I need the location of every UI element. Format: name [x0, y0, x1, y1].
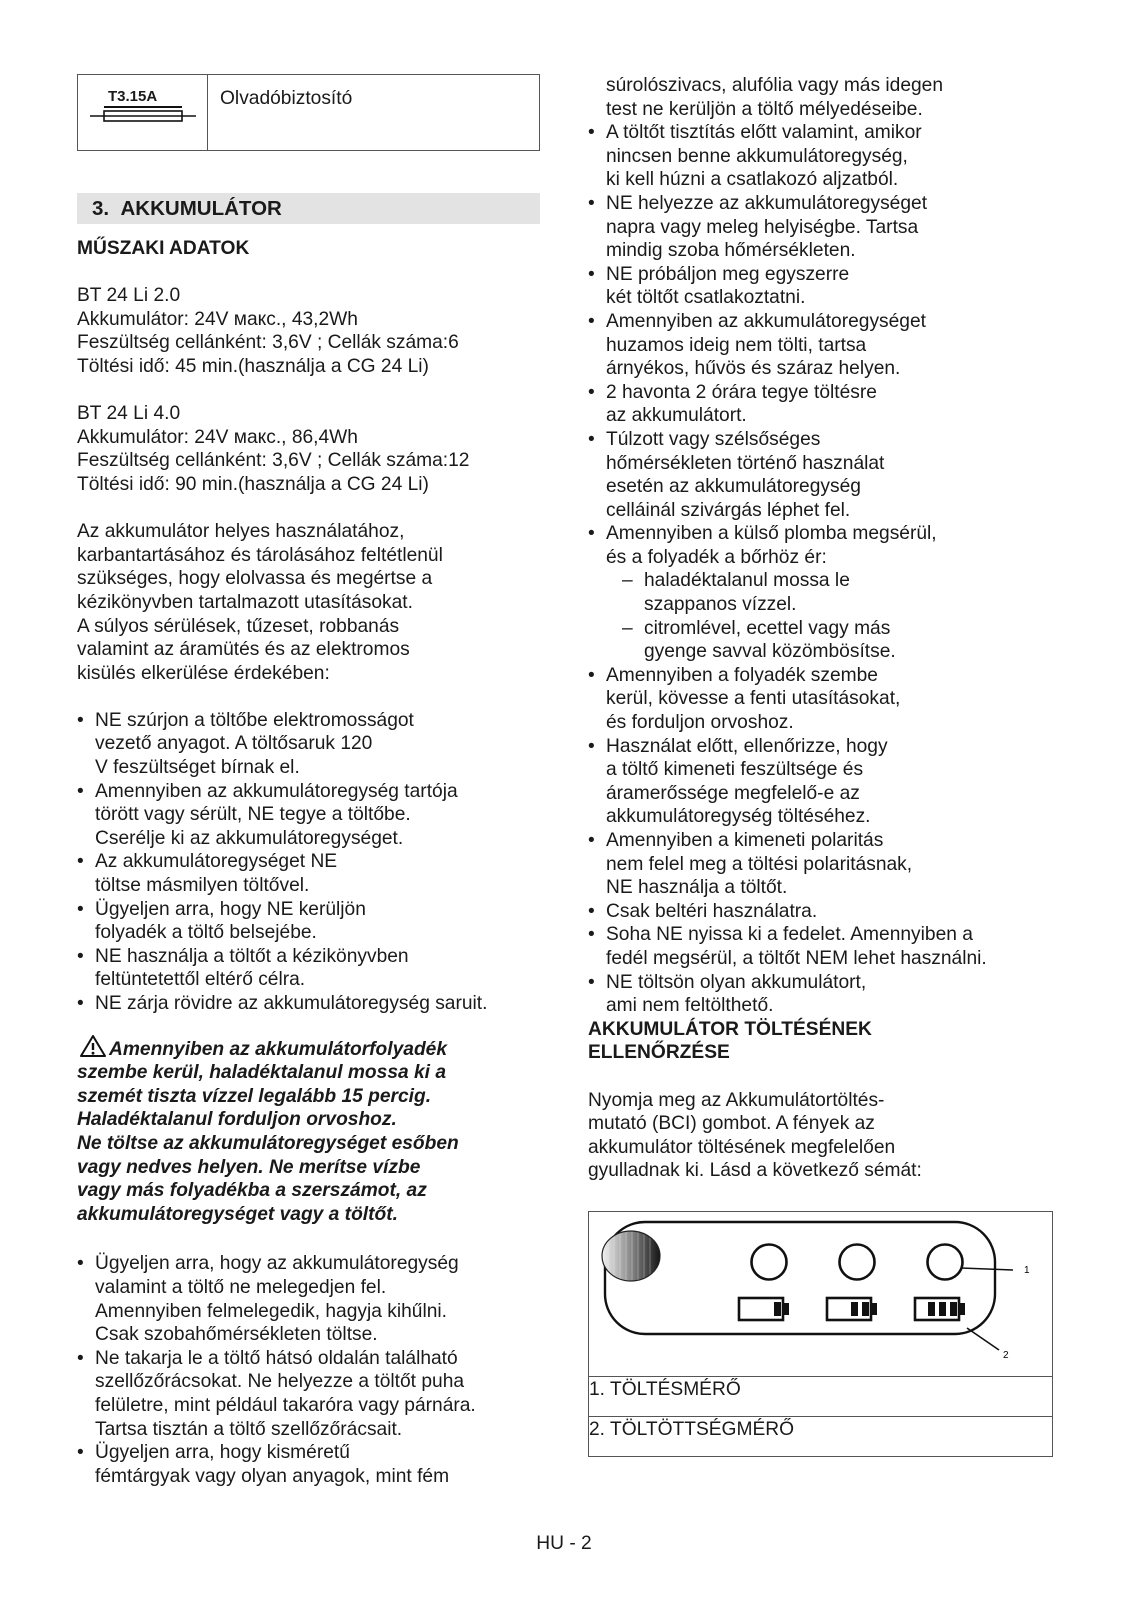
- warning-line: akkumulátoregységet vagy a töltőt.: [77, 1203, 398, 1225]
- continued-line: test ne kerüljön a töltő mélyedéseibe.: [606, 98, 923, 120]
- legend-1-text: 1. TÖLTÉSMÉRŐ: [589, 1378, 741, 1400]
- indicator-light-3-icon: [928, 1244, 963, 1279]
- warning-block: [77, 1034, 542, 1227]
- specs-heading: MŰSZAKI ADATOK: [77, 238, 250, 259]
- list-item-line: két töltőt csatlakoztatni.: [606, 287, 806, 309]
- list-item-line: • NE zárja rövidre az akkumulátoregység saruit.: [95, 993, 488, 1014]
- battery-level-3-icon: [915, 1298, 965, 1320]
- left-column: [77, 74, 542, 1488]
- list-item-line: hőmérsékleten történő használat: [606, 452, 885, 474]
- list-item-line: kerül, kövesse a fenti utasításokat,: [606, 688, 901, 710]
- list-item: [77, 1347, 542, 1441]
- list-item-line: szellőzőrácsokat. Ne helyezze a töltőt puha: [95, 1371, 465, 1393]
- list-item: [77, 992, 542, 1016]
- callout-2-label: 2: [1003, 1349, 1009, 1361]
- bullet-list-1: [77, 709, 542, 1016]
- warning-line: vagy más folyadékba a szerszámot, az: [77, 1180, 427, 1202]
- check-text-line: Nyomja meg az Akkumulátortöltés-: [588, 1089, 885, 1111]
- list-item: [77, 1441, 542, 1488]
- list-item-line: folyadék a töltő belsejébe.: [95, 922, 317, 944]
- list-item-line: V feszültséget bírnak el.: [95, 757, 300, 779]
- model1-charge: Töltési idő: 45 min.(használja a CG 24 Li): [77, 355, 429, 377]
- list-item: [77, 898, 542, 945]
- list-item-line: szappanos vízzel.: [644, 594, 797, 616]
- list-item-line: fedél megsérül, a töltőt NEM lehet használni.: [606, 947, 987, 969]
- indicator-light-1-icon: [752, 1244, 787, 1279]
- list-item-line: • Túlzott vagy szélsőséges: [606, 428, 821, 450]
- fuse-symbol-cell: [78, 75, 208, 150]
- list-item-line: • NE töltsön olyan akkumulátort,: [606, 971, 867, 993]
- list-item-line: • Használat előtt, ellenőrizze, hogy: [606, 735, 888, 757]
- list-item-line: ki kell húzni a csatlakozó aljzatból.: [606, 169, 899, 191]
- list-item-line: • NE helyezze az akkumulátoregységet: [606, 192, 928, 214]
- list-item: [606, 569, 1058, 616]
- battery-level-icons: [739, 1298, 965, 1320]
- section-title: 3. AKKUMULÁTOR: [77, 193, 540, 224]
- fuse-table: [77, 74, 540, 151]
- list-item-line: vezető anyagot. A töltősaruk 120: [95, 733, 373, 755]
- list-item-line: • Csak beltéri használatra.: [606, 900, 818, 922]
- list-item-line: nem felel meg a töltési polaritásnak,: [606, 853, 913, 875]
- warning-triangle-icon: [77, 1034, 109, 1058]
- list-item-line: • Az akkumulátoregységet NE: [95, 851, 338, 873]
- charge-indicator-diagram: [588, 1211, 1053, 1457]
- list-item-line: Cserélje ki az akkumulátoregységet.: [95, 827, 404, 849]
- list-item: [77, 780, 542, 851]
- list-item-line: • Ne takarja le a töltő hátsó oldalán található: [95, 1347, 458, 1369]
- list-item-line: • Amennyiben a folyadék szembe: [606, 664, 878, 686]
- intro-line: Az akkumulátor helyes használatához,: [77, 521, 405, 543]
- list-item: [588, 192, 1058, 263]
- warning-line: Amennyiben az akkumulátorfolyadék: [109, 1038, 448, 1060]
- list-item-line: feltüntetettől eltérő célra.: [95, 969, 306, 991]
- list-item-line: napra vagy meleg helyiségbe. Tartsa: [606, 216, 919, 238]
- bullet-list-4: [588, 664, 1058, 1018]
- callout-1-label: 1: [1024, 1264, 1030, 1276]
- list-item: [588, 310, 1058, 381]
- list-item: [588, 923, 1058, 970]
- list-item-line: • Amennyiben az akkumulátoregységet: [606, 310, 926, 332]
- list-item-line: mindig szoba hőmérsékleten.: [606, 240, 856, 262]
- continued-line: súrolószivacs, alufólia vagy más idegen: [606, 75, 944, 96]
- list-item-line: fémtárgyak vagy olyan anyagok, mint fém: [95, 1465, 450, 1487]
- bci-button-icon: [601, 1230, 661, 1282]
- list-item-line: áramerőssége megfelelő-e az: [606, 782, 860, 804]
- list-item: [77, 945, 542, 992]
- check-text: [588, 1089, 1058, 1183]
- warning-line: szembe kerül, haladéktalanul mossa ki a: [77, 1062, 446, 1084]
- intro-line: kisülés elkerülése érdekében:: [77, 662, 330, 684]
- list-item: [588, 829, 1058, 900]
- list-item-line: celláinál szivárgás léphet fel.: [606, 499, 851, 521]
- check-text-line: akkumulátor töltésének megfelelően: [588, 1136, 896, 1158]
- list-item-line: árnyékos, hűvös és száraz helyen.: [606, 358, 901, 380]
- intro-line: kézikönyvben tartalmazott utasításokat.: [77, 591, 413, 613]
- bullet-list-3: [588, 121, 1058, 569]
- list-item-line: – citromlével, ecettel vagy más: [644, 617, 891, 639]
- legend-row-2: [589, 1416, 1052, 1456]
- list-item-line: • Amennyiben a külső plomba megsérül,: [606, 523, 937, 545]
- list-item-line: Csak szobahőmérsékleten töltse.: [95, 1324, 378, 1346]
- check-heading: [588, 1018, 1058, 1065]
- list-item-line: töltse másmilyen töltővel.: [95, 875, 310, 897]
- fuse-icon: [78, 75, 207, 152]
- model1-name: BT 24 Li 2.0: [77, 285, 181, 307]
- list-item: [77, 709, 542, 780]
- list-item-line: Amennyiben felmelegedik, hagyja kihűlni.: [95, 1300, 447, 1322]
- intro-line: A súlyos sérülések, tűzeset, robbanás: [77, 615, 400, 637]
- warning-line: Haladéktalanul forduljon orvoshoz.: [77, 1109, 397, 1131]
- callout-line-2: [967, 1328, 999, 1350]
- dash-list: [588, 569, 1058, 663]
- intro-paragraph: [77, 520, 542, 685]
- list-item-line: akkumulátoregység töltéséhez.: [606, 806, 871, 828]
- warning-line: vagy nedves helyen. Ne merítse vízbe: [77, 1156, 421, 1178]
- check-heading-line: ELLENŐRZÉSE: [588, 1042, 730, 1064]
- list-item: [588, 900, 1058, 924]
- continued-text: [588, 74, 1058, 121]
- list-item: [588, 522, 1058, 569]
- list-item-line: • Amennyiben a kimeneti polaritás: [606, 830, 884, 851]
- fuse-description: Olvadóbiztosító: [220, 88, 353, 109]
- battery-level-1-icon: [739, 1298, 789, 1320]
- list-item-line: és a folyadék a bőrhöz ér:: [606, 546, 827, 568]
- list-item: [588, 381, 1058, 428]
- bullet-list-2: [77, 1252, 542, 1488]
- model1-cells: Feszültség cellánként: 3,6V ; Cellák száma:6: [77, 332, 459, 354]
- callout-line-1: [961, 1268, 1013, 1270]
- list-item-line: gyenge savval közömbösítse.: [644, 641, 896, 663]
- list-item-line: • Ügyeljen arra, hogy NE kerüljön: [95, 898, 366, 920]
- list-item-line: • Ügyeljen arra, hogy az akkumulátoregység: [95, 1253, 459, 1275]
- check-text-line: mutató (BCI) gombot. A fények az: [588, 1113, 875, 1135]
- list-item: [588, 664, 1058, 735]
- list-item-line: NE használja a töltőt.: [606, 877, 788, 899]
- model2-battery: Akkumulátor: 24V макс., 86,4Wh: [77, 426, 358, 448]
- list-item-line: ami nem feltölthető.: [606, 995, 774, 1017]
- legend-2-text: 2. TÖLTÖTTSÉGMÉRŐ: [589, 1418, 795, 1440]
- list-item-line: valamint a töltő ne melegedjen fel.: [95, 1276, 387, 1298]
- warning-line: Ne töltse az akkumulátoregységet esőben: [77, 1132, 459, 1154]
- intro-line: karbantartásához és tárolásához feltétlenül: [77, 544, 443, 566]
- list-item-line: felületre, mint például takaróra vagy párnára.: [95, 1394, 476, 1416]
- list-item-line: • Amennyiben az akkumulátoregység tartója: [95, 780, 458, 802]
- charger-panel-drawing: [589, 1212, 1052, 1382]
- list-item-line: • NE próbáljon meg egyszerre: [606, 263, 850, 285]
- list-item-line: huzamos ideig nem tölti, tartsa: [606, 334, 867, 356]
- battery-level-2-icon: [827, 1298, 877, 1320]
- list-item-line: törött vagy sérült, NE tegye a töltőbe.: [95, 804, 411, 826]
- list-item-line: • Ügyeljen arra, hogy kisméretű: [95, 1442, 350, 1464]
- check-heading-line: AKKUMULÁTOR TÖLTÉSÉNEK: [588, 1018, 872, 1040]
- list-item: [606, 617, 1058, 664]
- list-item-line: • 2 havonta 2 órára tegye töltésre: [606, 381, 877, 403]
- list-item: [588, 263, 1058, 310]
- list-item-line: Tartsa tisztán a töltő szellőzőrácsait.: [95, 1418, 403, 1440]
- model1-battery: Akkumulátor: 24V макс., 43,2Wh: [77, 308, 358, 330]
- list-item-line: a töltő kimeneti feszültsége és: [606, 759, 864, 781]
- indicator-light-2-icon: [840, 1244, 875, 1279]
- list-item: [588, 971, 1058, 1018]
- list-item-line: az akkumulátort.: [606, 405, 747, 427]
- list-item: [588, 121, 1058, 192]
- list-item-line: • NE szúrjon a töltőbe elektromosságot: [95, 709, 414, 731]
- list-item: [588, 735, 1058, 829]
- model2-name: BT 24 Li 4.0: [77, 403, 181, 425]
- list-item-line: esetén az akkumulátoregység: [606, 476, 861, 498]
- warning-line: szemét tiszta vízzel legalább 15 percig.: [77, 1085, 432, 1107]
- list-item-line: • Soha NE nyissa ki a fedelet. Amennyiben a: [606, 924, 973, 946]
- list-item-line: és forduljon orvoshoz.: [606, 712, 794, 734]
- list-item-line: nincsen benne akkumulátoregység,: [606, 145, 908, 167]
- model2-charge: Töltési idő: 90 min.(használja a CG 24 Li): [77, 473, 429, 495]
- model2-cells: Feszültség cellánként: 3,6V ; Cellák száma:12: [77, 450, 470, 472]
- list-item: [77, 850, 542, 897]
- intro-line: szükséges, hogy elolvassa és megértse a: [77, 568, 433, 590]
- intro-line: valamint az áramütés és az elektromos: [77, 639, 410, 661]
- legend-row-1: [589, 1376, 1052, 1416]
- list-item-line: • NE használja a töltőt a kézikönyvben: [95, 945, 409, 967]
- page-number: HU - 2: [536, 1533, 592, 1554]
- right-column: [588, 74, 1058, 1457]
- list-item-line: • A töltőt tisztítás előtt valamint, amikor: [606, 122, 922, 144]
- list-item: [77, 1252, 542, 1346]
- list-item: [588, 428, 1058, 522]
- fuse-rating: T3.15A: [108, 88, 158, 105]
- list-item-line: – haladéktalanul mossa le: [644, 570, 850, 592]
- check-text-line: gyulladnak ki. Lásd a következő sémát:: [588, 1160, 922, 1182]
